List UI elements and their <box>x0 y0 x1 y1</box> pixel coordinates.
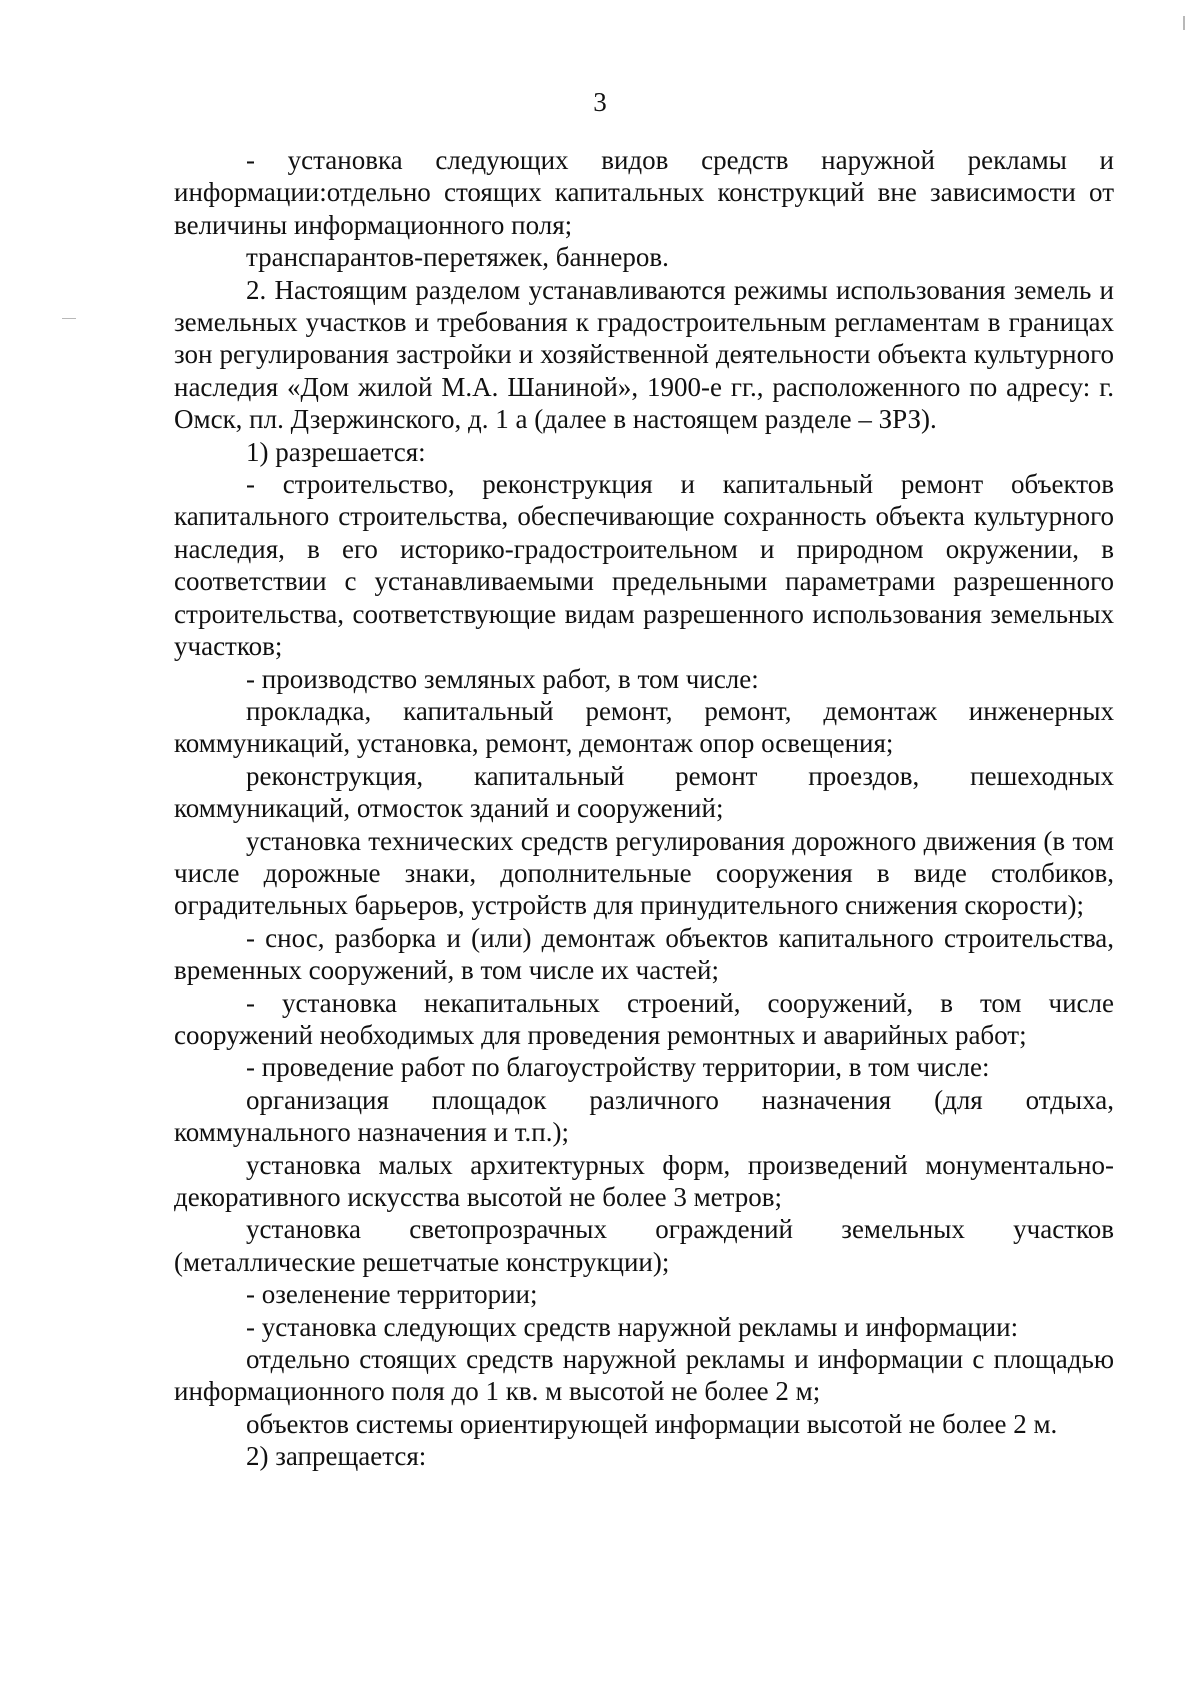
paragraph: - производство земляных работ, в том числе: <box>246 663 759 694</box>
paragraph: организация площадок различного назначения (для отдыха, коммунального назначения и т.п.); <box>174 1084 1114 1148</box>
paragraph: - строительство, реконструкция и капитальный ремонт объектов капитального строительства, обеспечивающие сохранность объекта культурного наследия, в его историко-градостроительном и природном окружении, в соответствии с устанавливаемыми предельными параметрами разрешенного строительства, соответствующие видам разрешенного использования земельных участков; <box>174 469 1114 662</box>
paragraph: 2. Настоящим разделом устанавливаются режимы использования земель и земельных участков и требования к градостроительным регламентам в границах зон регулирования застройки и хозяйственной деятельности объекта культурного наследия «Дом жилой М.А. Шаниной», 1900-е гг., расположенного по адресу: г. Омск, пл. Дзержинского, д. 1 а (далее в настоящем разделе – ЗРЗ). <box>174 274 1114 435</box>
paragraph: - установка следующих видов средств наружной рекламы и информации:отдельно стоящих капитальных конструкций вне зависимости от величины информационного поля; <box>174 145 1114 240</box>
document-body <box>174 144 1114 1473</box>
paragraph: установка светопрозрачных ограждений земельных участков (металлические решетчатые конструкции); <box>174 1214 1114 1277</box>
paragraph: реконструкция, капитальный ремонт проездов, пешеходных коммуникаций, отмосток зданий и сооружений; <box>174 760 1114 824</box>
paragraph: - озеленение территории; <box>246 1279 538 1310</box>
scan-artifact <box>1183 16 1185 30</box>
paragraph: отдельно стоящих средств наружной рекламы и информации с площадью информационного поля до 1 кв. м высотой не более 2 м; <box>174 1344 1114 1407</box>
paragraph: - проведение работ по благоустройству территории, в том числе: <box>246 1052 990 1083</box>
paragraph: объектов системы ориентирующей информации высотой не более 2 м. <box>246 1408 1058 1439</box>
scan-artifact <box>62 318 76 319</box>
paragraph: 1) разрешается: <box>246 436 426 467</box>
paragraph: 2) запрещается: <box>246 1441 427 1472</box>
paragraph: установка малых архитектурных форм, произведений монументально-декоративного искусства высотой не более 3 метров; <box>174 1149 1114 1212</box>
paragraph: - установка некапитальных строений, сооружений, в том числе сооружений необходимых для проведения ремонтных и аварийных работ; <box>174 987 1114 1050</box>
paragraph: прокладка, капитальный ремонт, ремонт, демонтаж инженерных коммуникаций, установка, ремонт, демонтаж опор освещения; <box>174 695 1114 759</box>
paragraph: установка технических средств регулирования дорожного движения (в том числе дорожные знаки, дополнительные сооружения в виде столбиков, оградительных барьеров, устройств для принудительного снижения скорости); <box>174 825 1114 921</box>
paragraph: транспарантов-перетяжек, баннеров. <box>246 242 669 273</box>
paragraph: - снос, разборка и (или) демонтаж объектов капитального строительства, временных сооружений, в том числе их частей; <box>174 922 1114 986</box>
paragraph: - установка следующих средств наружной рекламы и информации: <box>246 1311 1019 1342</box>
page-number: 3 <box>593 87 607 117</box>
